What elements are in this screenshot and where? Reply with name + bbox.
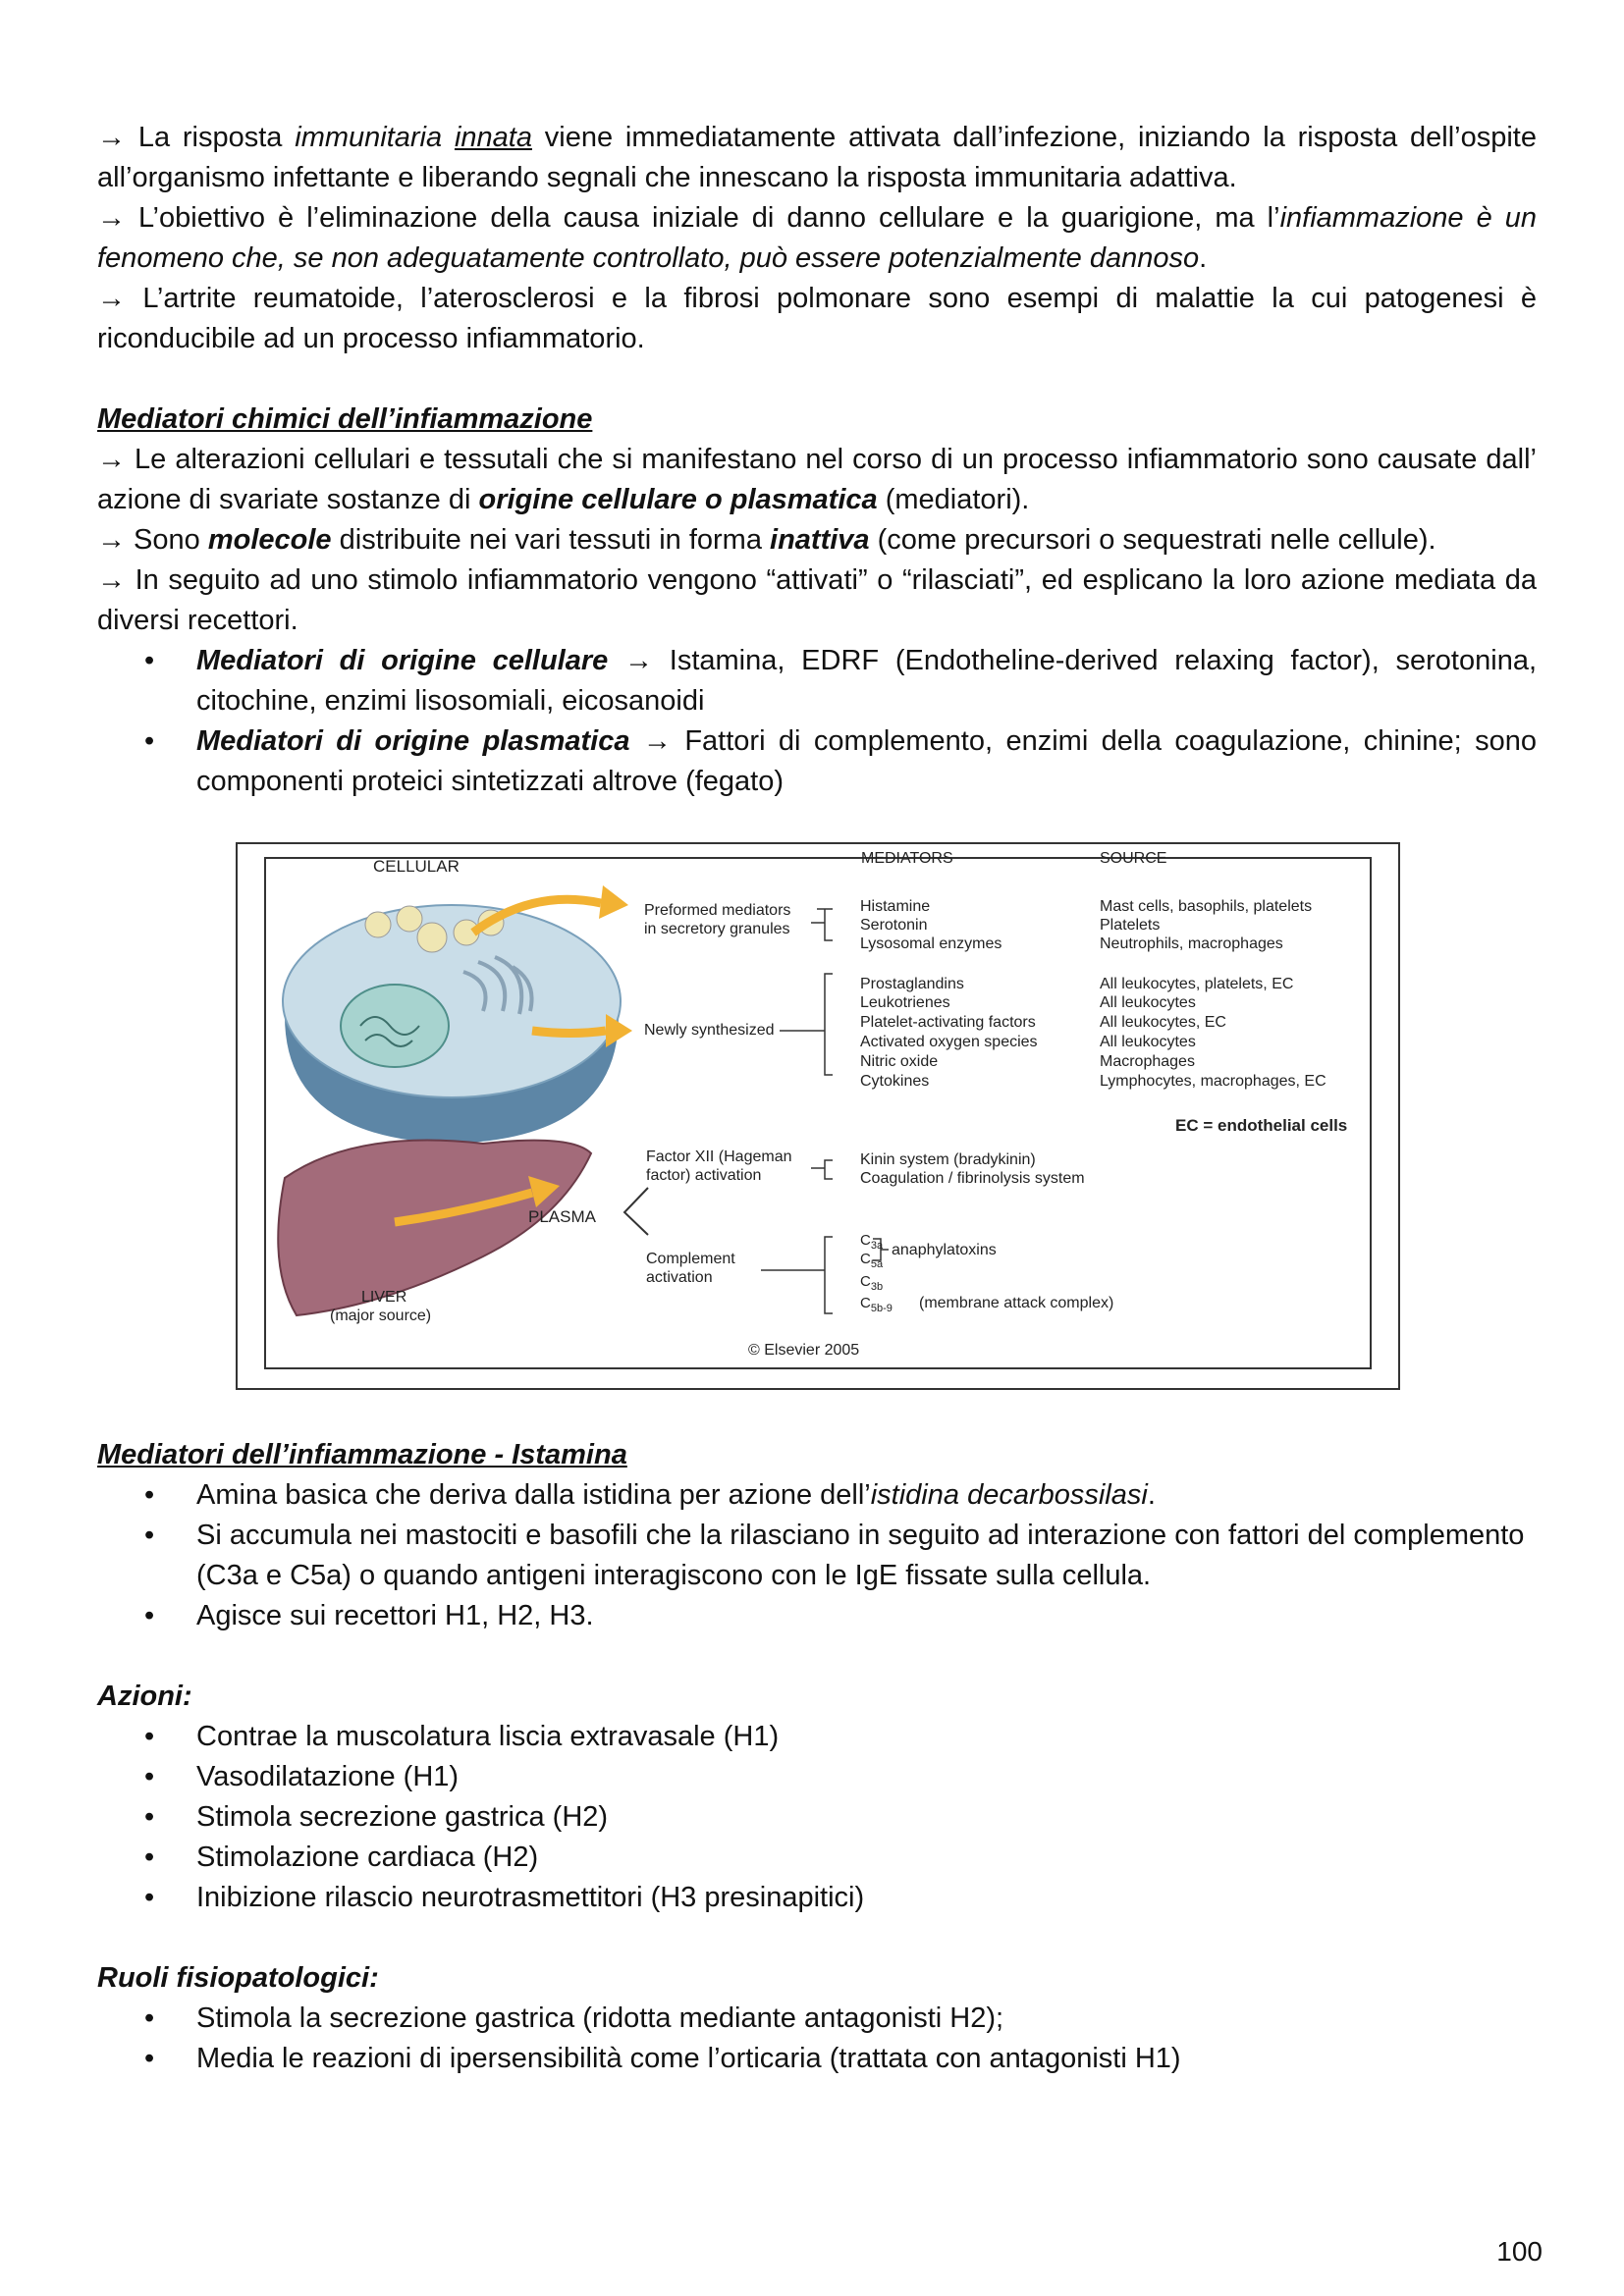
mediator-item: Kinin system (bradykinin) [860,1151,1036,1168]
text-run: Istamina, EDRF (Endotheline-derived relaxing factor), serotonina, citochine, enzimi lisosomiali, eicosanoidi [196,645,1538,717]
complement-item [860,1273,883,1293]
nucleus [341,985,449,1067]
complement-sub: 5b-9 [870,1303,893,1314]
list-item [97,1596,1537,1636]
list-item [97,1475,1537,1516]
bullet-icon: • [144,2043,155,2074]
bullet-icon: • [144,725,155,757]
mediators-paragraph-3 [97,561,1537,641]
bracket [825,974,833,1075]
source-item: All leukocytes, platelets, EC [1100,976,1294,992]
complement-item [860,1232,884,1252]
mediators-figure [236,842,1400,1390]
mediator-item: Coagulation / fibrinolysis system [860,1170,1085,1187]
complement-base: C [860,1251,871,1267]
bullet-icon: • [144,1520,155,1551]
text-run: Si accumula nei mastociti e basofili che la rilasciano in seguito ad interazione con fattori del complemento (C3a e C5a) o quando antigeni interagiscono con le IgE fissate sulla cellula. [196,1520,1525,1591]
cell-body [283,905,621,1097]
text-run: Agisce sui recettori H1, H2, H3. [196,1600,594,1631]
complement-base: C [860,1295,871,1311]
complement-base: C [860,1232,871,1249]
bullet-icon: • [144,1721,155,1752]
preformed-label: in secretory granules [644,921,790,937]
roles-list [97,1999,1537,2079]
text-run: (mediatori). [877,484,1030,515]
preformed-label: Preformed mediators [644,902,791,919]
source-item: Lymphocytes, macrophages, EC [1100,1073,1326,1090]
text-run: . [1147,1479,1156,1511]
arrow-icon: → [97,202,126,234]
arrow-icon: → [97,524,126,556]
text-run-bold-italic: Mediatori di origine plasmatica [196,725,630,757]
arrow-head [599,885,628,919]
cell-illustration [283,905,621,1144]
text-run: Inibizione rilascio neurotrasmettitori (H3 presinapitici) [196,1882,865,1913]
section-heading-mediators: Mediatori chimici dell’infiammazione [97,403,593,435]
text-run-italic: immunitaria [295,122,443,153]
factor-xii-label: Factor XII (Hageman [646,1148,792,1165]
list-item [97,1878,1537,1918]
intro-paragraph-1 [97,118,1537,198]
source-item: All leukocytes, EC [1100,1014,1226,1031]
arrow-icon: → [97,122,126,153]
text-run [442,122,455,153]
arrow-shape [532,1031,606,1034]
anaphylatoxins-label: anaphylatoxins [892,1242,997,1258]
intro-paragraph-3 [97,279,1537,359]
complement-label: Complement [646,1251,735,1267]
bracket [817,909,833,940]
arrow-icon: → [624,645,654,676]
spacer [97,1918,1537,1958]
complement-item [860,1295,893,1314]
mediator-item: Platelet-activating factors [860,1014,1036,1031]
arrow-head [606,1014,632,1047]
mediator-item: Lysosomal enzymes [860,935,1002,952]
liver-label: LIVER [361,1289,407,1306]
text-run: La risposta [126,122,296,153]
text-run-bold-italic: origine cellulare o plasmatica [478,484,878,515]
mediators-paragraph-2 [97,520,1537,561]
intro-paragraph-2 [97,198,1537,279]
mediator-item: Leukotrienes [860,994,950,1011]
granule [397,906,422,932]
text-run: In seguito ad uno stimolo infiammatorio vengono “attivati” o “rilasciati”, ed esplicano la loro azione mediata da diversi recettori. [97,564,1537,636]
text-run: viene immediatamente attivata dall’infezione, iniziando la risposta dell’ospite all’organismo infettante e liberando segnali che innescano la risposta immunitaria adattiva. [97,122,1537,193]
text-run: Stimola secrezione gastrica (H2) [196,1801,609,1833]
source-item: All leukocytes [1100,994,1196,1011]
source-item: Platelets [1100,917,1161,934]
complement-label: activation [646,1269,713,1286]
actions-list [97,1717,1537,1918]
source-header: SOURCE [1100,850,1167,867]
bracket [825,1160,833,1179]
list-item [97,721,1537,802]
bullet-icon: • [144,2002,155,2034]
list-item [97,2039,1537,2079]
text-run-italic: istidina decarbossilasi [870,1479,1148,1511]
page-number: 100 [1496,2236,1543,2267]
text-run-italic-underline: innata [454,122,532,153]
text-run: L’artrite reumatoide, l’aterosclerosi e la fibrosi polmonare sono esempi di malattie la cui patogenesi è riconducibile ad un processo infiammatorio. [97,283,1537,354]
liver-shape [278,1141,591,1315]
text-run: Media le reazioni di ipersensibilità come l’orticaria (trattata con antagonisti H1) [196,2043,1181,2074]
list-item [97,1999,1537,2039]
text-run: Stimola la secrezione gastrica (ridotta mediante antagonisti H2); [196,2002,1004,2034]
arrow-icon: → [642,725,672,757]
list-item [97,1757,1537,1797]
text-run: Sono [126,524,208,556]
granule [417,923,447,952]
plasma-split-bracket [624,1188,648,1235]
liver-sublabel: (major source) [330,1308,432,1324]
section-heading-histamine: Mediatori dell’infiammazione - Istamina [97,1439,627,1470]
text-run: Contrae la muscolatura liscia extravasale (H1) [196,1721,780,1752]
text-run: Amina basica che deriva dalla istidina per azione dell’ [196,1479,871,1511]
mediator-item: Prostaglandins [860,976,964,992]
ec-note: EC = endothelial cells [1175,1116,1348,1135]
text-run: Fattori di complemento, enzimi della coagulazione, chinine; sono componenti proteici sintetizzati altrove (fegato) [196,725,1537,797]
source-item: Mast cells, basophils, platelets [1100,898,1313,915]
text-run: L’obiettivo è l’eliminazione della causa iniziale di danno cellulare e la guarigione, ma l’ [126,202,1280,234]
mediators-paragraph-1 [97,440,1537,520]
text-run-bold-italic: Mediatori di origine cellulare [196,645,609,676]
bullet-icon: • [144,1600,155,1631]
arrow-icon: → [97,283,126,314]
source-item: Neutrophils, macrophages [1100,935,1283,952]
mediator-item: Cytokines [860,1073,930,1090]
page-content-lower [97,1435,1537,2079]
histamine-list [97,1475,1537,1636]
text-run-bold-italic: inattiva [770,524,870,556]
list-item [97,1838,1537,1878]
source-item: Macrophages [1100,1053,1195,1070]
mac-label: (membrane attack complex) [919,1295,1114,1311]
arrow-icon: → [97,444,126,475]
cellular-label: CELLULAR [373,857,460,876]
newly-synthesized-label: Newly synthesized [644,1022,775,1039]
complement-sub: 3a [870,1240,884,1252]
complement-sub: 3b [870,1281,884,1293]
section-heading-roles: Ruoli fisiopatologici: [97,1962,379,1994]
text-run: Vasodilatazione (H1) [196,1761,460,1792]
text-run-bold-italic: molecole [207,524,332,556]
text-run-italic: infiammazione è un fenomeno che, se non adeguatamente controllato, può essere potenzialmente dannoso [97,202,1537,274]
mediators-header: MEDIATORS [861,850,953,867]
bullet-icon: • [144,645,155,676]
text-run: . [1199,242,1208,274]
list-item [97,1717,1537,1757]
plasma-label: PLASMA [528,1207,596,1226]
bullet-icon: • [144,1761,155,1792]
granule [365,912,391,937]
arrow-icon: → [97,564,126,596]
text-run: (come precursori o sequestrati nelle cellule). [869,524,1436,556]
source-item: All leukocytes [1100,1034,1196,1050]
mediators-diagram [238,844,1398,1388]
mediator-item: Serotonin [860,917,928,934]
bullet-icon: • [144,1801,155,1833]
list-item [97,641,1537,721]
text-run: Stimolazione cardiaca (H2) [196,1842,539,1873]
figure-copyright: © Elsevier 2005 [748,1342,860,1359]
mediator-item: Histamine [860,898,931,915]
text-run: Le alterazioni cellulari e tessutali che si manifestano nel corso di un processo infiammatorio sono causate dall’ azione di svariate sostanze di [97,444,1537,515]
text-run: distribuite nei vari tessuti in forma [331,524,771,556]
bullet-icon: • [144,1479,155,1511]
spacer [97,1636,1537,1677]
complement-base: C [860,1273,871,1290]
spacer [97,359,1537,400]
page-content [97,118,1537,802]
section-heading-actions: Azioni: [97,1681,192,1712]
bullet-icon: • [144,1842,155,1873]
mediator-item: Activated oxygen species [860,1034,1038,1050]
complement-sub: 5a [870,1258,884,1270]
bullet-icon: • [144,1882,155,1913]
bracket [825,1237,833,1313]
list-item [97,1797,1537,1838]
mediator-item: Nitric oxide [860,1053,939,1070]
mediator-origin-list [97,641,1537,802]
factor-xii-label: factor) activation [646,1167,762,1184]
list-item [97,1516,1537,1596]
